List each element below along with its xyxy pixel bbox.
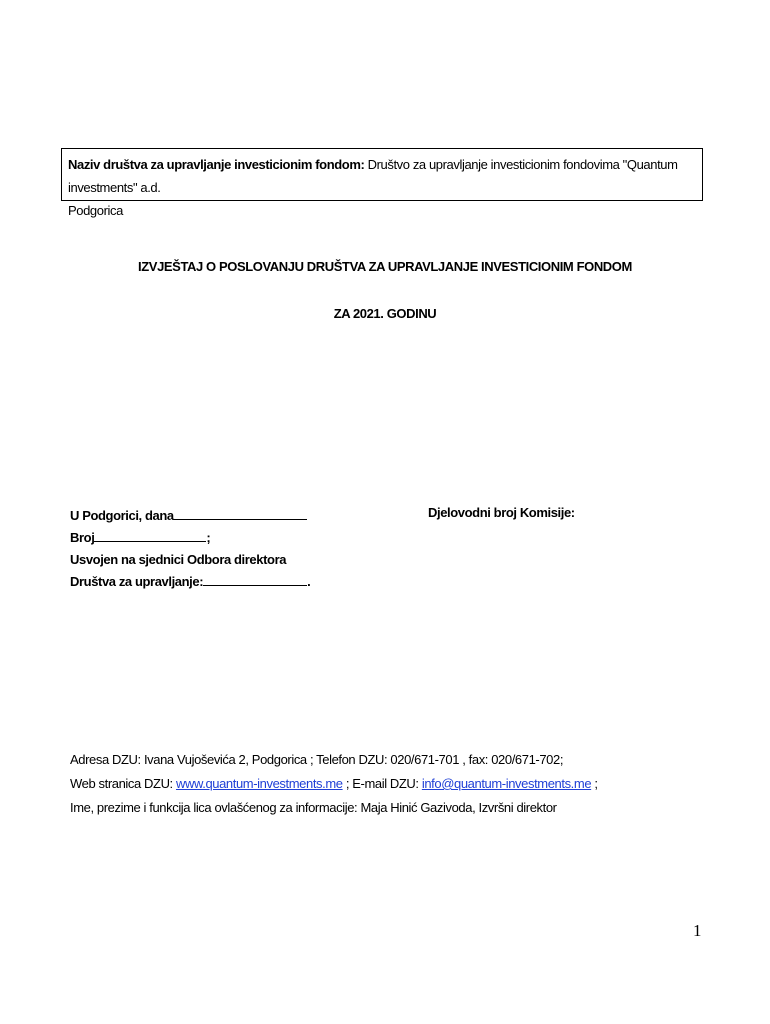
adopted-blank-line — [203, 573, 307, 586]
email-link[interactable]: info@quantum-investments.me — [421, 776, 592, 791]
web-label: Web stranica DZU: — [70, 776, 176, 791]
number-suffix: ; — [206, 530, 211, 545]
place-date-line — [70, 505, 310, 527]
company-name-label: Naziv društva za upravljanje investicionim fondom: — [68, 157, 365, 172]
company-name-box — [61, 148, 703, 218]
number-line — [70, 527, 310, 549]
number-label: Broj — [70, 530, 95, 545]
page-number: 1 — [693, 921, 702, 940]
place-date-label: U Podgorici, dana — [70, 508, 174, 523]
signature-block — [70, 505, 310, 593]
adopted-line-2 — [70, 571, 310, 593]
company-name-value: Društvo za upravljanje investicionim fondovima "Quantum investments" a.d. — [68, 157, 678, 195]
report-year: ZA 2021. GODINU — [333, 306, 437, 321]
web-email-line — [70, 772, 598, 796]
contact-block — [70, 748, 598, 820]
address-line: Adresa DZU: Ivana Vujoševića 2, Podgorica ; Telefon DZU: 020/671-701 , fax: 020/671-702; — [70, 752, 564, 767]
report-title: IZVJEŠTAJ O POSLOVANJU DRUŠTVA ZA UPRAVLJANJE INVESTICIONIM FONDOM — [138, 259, 632, 274]
email-suffix: ; — [591, 776, 598, 791]
contact-person-line: Ime, prezime i funkcija lica ovlašćenog za informacije: Maja Hinić Gazivoda, Izvršni direktor — [70, 800, 557, 815]
website-link[interactable]: www.quantum-investments.me — [175, 776, 343, 791]
email-label: ; E-mail DZU: — [342, 776, 422, 791]
adopted-suffix: . — [307, 574, 311, 589]
commission-registry-number: Djelovodni broj Komisije: — [428, 505, 575, 520]
date-blank-line — [174, 507, 307, 520]
adopted-label: Društva za upravljanje: — [70, 574, 204, 589]
company-name-line-2: Podgorica — [68, 203, 123, 218]
number-blank-line — [94, 529, 206, 542]
adopted-line-1: Usvojen na sjednici Odbora direktora — [70, 552, 287, 567]
company-name-line-1 — [68, 153, 696, 199]
